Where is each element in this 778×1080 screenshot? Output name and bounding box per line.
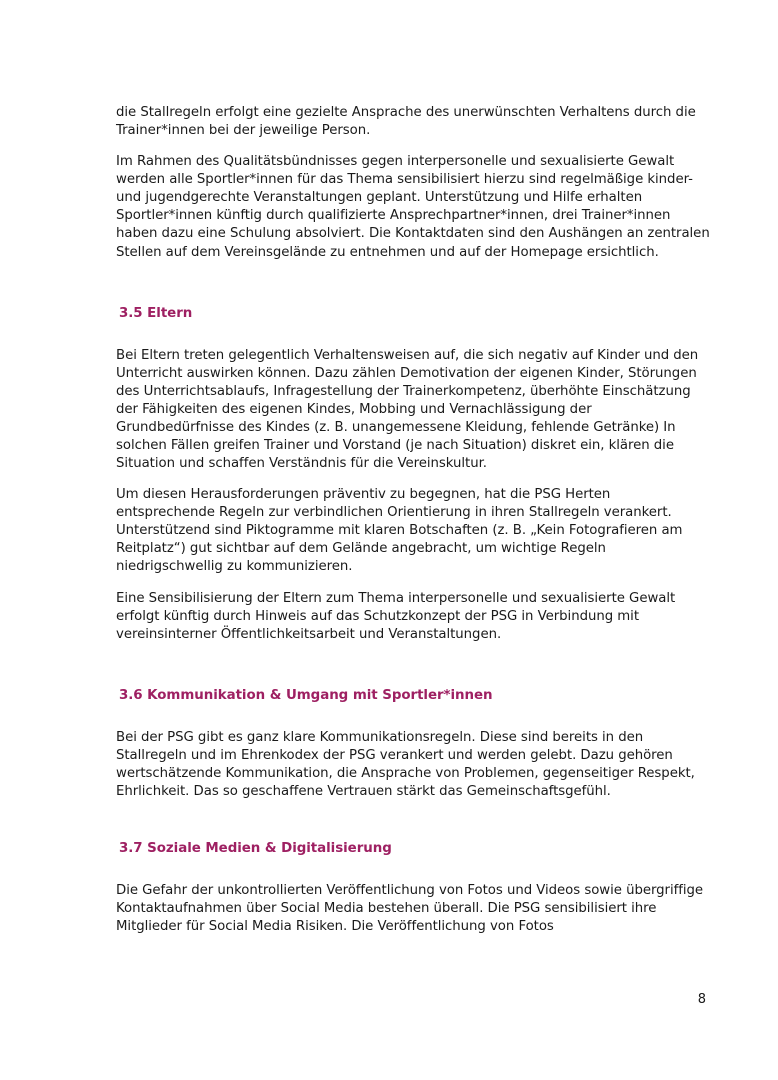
page-content	[116, 104, 712, 936]
section-heading-3-6	[116, 688, 712, 703]
paragraph: Die Gefahr der unkontrollierten Veröffentlichung von Fotos und Videos sowie übergriffige Kontaktaufnahmen über Social Media bestehen überall. Die PSG sensibilisiert ihre Mitglieder für Social Media Risiken. Die Veröffentlichung von Fotos	[116, 883, 704, 935]
paragraph: Um diesen Herausforderungen präventiv zu begegnen, hat die PSG Herten entsprechende Regeln zur verbindlichen Orientierung in ihren Stallregeln verankert. Unterstützend sind Piktogramme mit klaren Botschaften (z. B. „Kein Fotografieren am Reitplatz“) gut sichtbar auf dem Gelände angebracht, um wichtige Regeln niedrigschwellig zu kommunizieren.	[116, 487, 683, 575]
page-number: 8	[697, 992, 706, 1007]
paragraph: Im Rahmen des Qualitätsbündnisses gegen interpersonelle und sexualisierte Gewalt werden alle Sportler*innen für das Thema sensibilisiert hierzu sind regelmäßige kinder- und jugendgerechte Veranstaltungen geplant. Unterstützung und Hilfe erhalten Sportler*innen künftig durch qualifizierte Ansprechpartner*innen, drei Trainer*innen haben dazu eine Schulung absolviert. Die Kontaktdaten sind den Aushängen an zentralen Stellen auf dem Vereinsgelände zu entnehmen und auf der Homepage ersichtlich.	[116, 154, 710, 260]
paragraph: Bei der PSG gibt es ganz klare Kommunikationsregeln. Diese sind bereits in den Stallregeln und im Ehrenkodex der PSG verankert und werden gelebt. Dazu gehören wertschätzende Kommunikation, die Ansprache von Problemen, gegenseitiger Respekt, Ehrlichkeit. Das so geschaffene Vertrauen stärkt das Gemeinschaftsgefühl.	[116, 729, 695, 800]
heading-text: 3.6 Kommunikation & Umgang mit Sportler*innen	[119, 687, 493, 703]
section-heading-3-7	[116, 841, 712, 856]
paragraph: Bei Eltern treten gelegentlich Verhaltensweisen auf, die sich negativ auf Kinder und den Unterricht auswirken können. Dazu zählen Demotivation der eigenen Kinder, Störungen des Unterrichtsablaufs, Infragestellung der Trainerkompetenz, überhöhte Einschätzung der Fähigkeiten des eigenen Kindes, Mobbing und Vernachlässigung der Grundbedürfnisse des Kindes (z. B. unangemessene Kleidung, fehlende Getränke) In solchen Fällen greifen Trainer und Vorstand (je nach Situation) diskret ein, klären die Situation und schaffen Verständnis für die Vereinskultur.	[116, 347, 699, 472]
heading-text: 3.5 Eltern	[119, 305, 193, 321]
heading-text: 3.7 Soziale Medien & Digitalisierung	[119, 841, 392, 857]
paragraph: Eine Sensibilisierung der Eltern zum Thema interpersonelle und sexualisierte Gewalt erfolgt künftig durch Hinweis auf das Schutzkonzept der PSG in Verbindung mit vereinsinterner Öffentlichkeitsarbeit und Veranstaltungen.	[116, 590, 676, 642]
paragraph: die Stallregeln erfolgt eine gezielte Ansprache des unerwünschten Verhaltens durch die Trainer*innen bei der jeweilige Person.	[116, 105, 696, 139]
section-heading-3-5	[116, 306, 712, 321]
